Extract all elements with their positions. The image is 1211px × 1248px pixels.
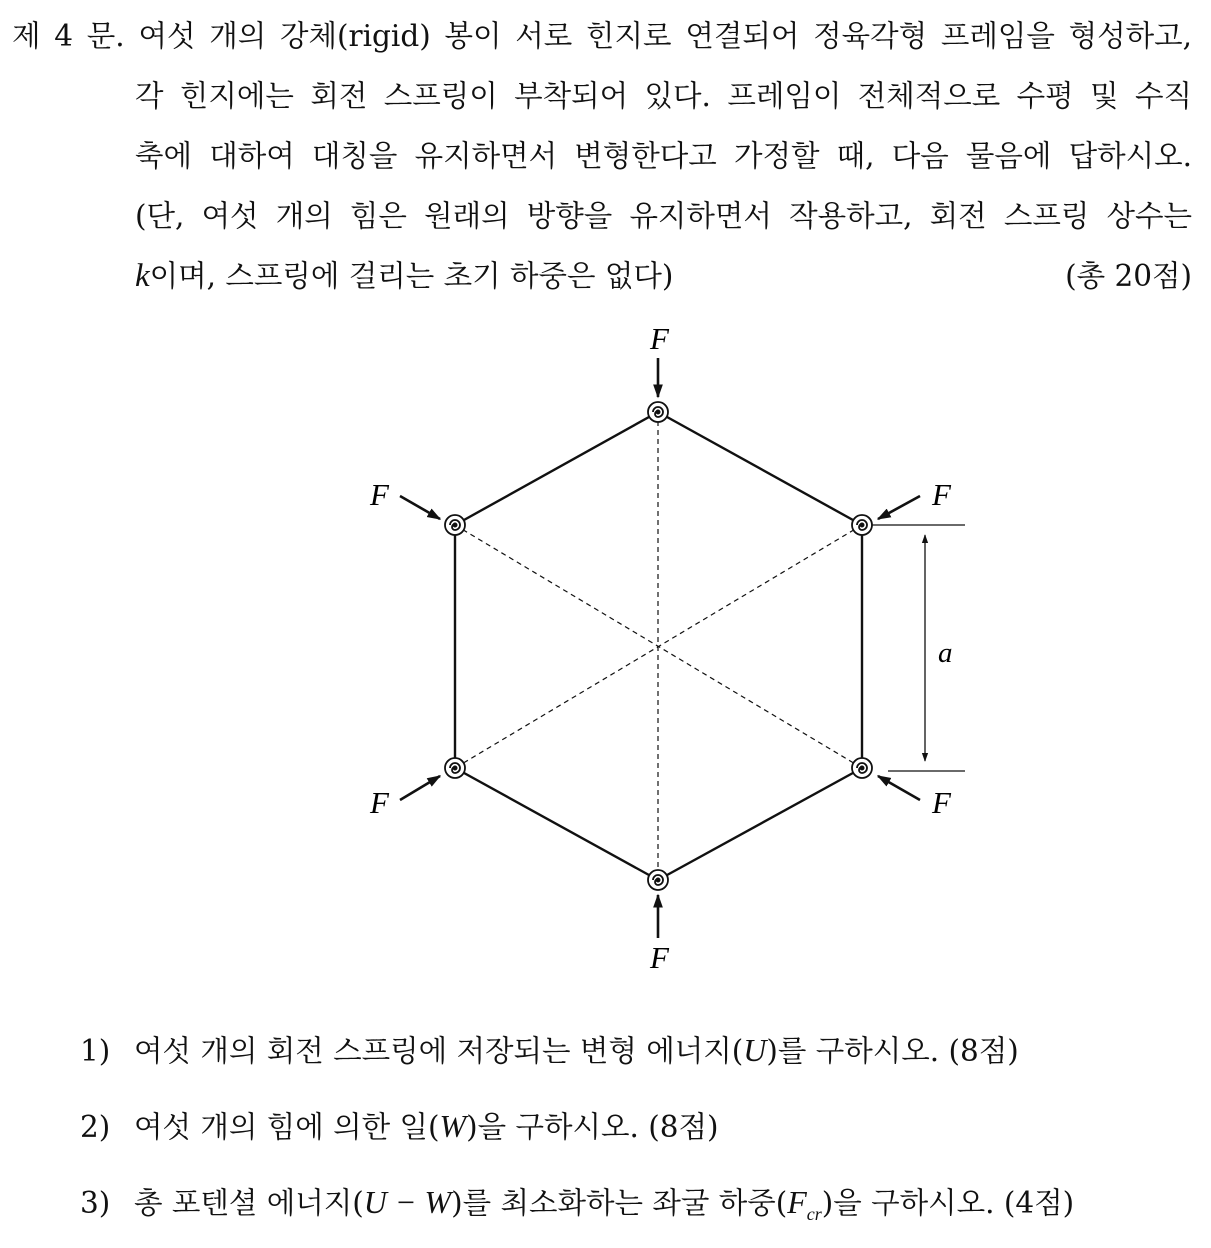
problem-line-3: 축에 대하여 대칭을 유지하면서 변형한다고 가정할 때, 다음 물음에 답하시오. — [135, 139, 1192, 173]
question-2: 2) 여섯 개의 힘에 의한 일(W)을 구하시오. (8점) — [80, 1108, 719, 1144]
dashed-diagonals — [455, 412, 862, 880]
bar-top-left — [455, 412, 658, 525]
spring-constant-symbol: k — [135, 258, 150, 294]
spring-hinge-bottom-left — [445, 758, 465, 778]
force-arrows — [400, 358, 920, 938]
spring-hinge-top-left — [445, 515, 465, 535]
total-points: (총 20점) — [1065, 259, 1192, 293]
force-arrow-bottom-left — [400, 776, 440, 800]
problem-line-4: (단, 여섯 개의 힘은 원래의 방향을 유지하면서 작용하고, 회전 스프링 상수는 — [135, 199, 1192, 233]
problem-line-5: k이며, 스프링에 걸리는 초기 하중은 없다) (총 20점) — [12, 246, 1192, 306]
spring-hinge-bottom — [648, 870, 668, 890]
force-label-bottom: F — [650, 940, 669, 975]
diagonal-1 — [455, 525, 862, 768]
bar-bottom-left — [455, 768, 658, 880]
force-label-bottom-left: F — [370, 785, 389, 820]
force-arrow-top-left — [400, 496, 440, 519]
problem-statement — [12, 6, 1192, 306]
force-label-top-right: F — [932, 477, 951, 512]
force-label-top: F — [650, 321, 669, 356]
force-label-bottom-right: F — [932, 785, 951, 820]
spring-hinge-top-right — [852, 515, 872, 535]
spring-hinge-top — [648, 402, 668, 422]
question-3: 3) 총 포텐셜 에너지(U − W)를 최소화하는 좌굴 하중$(F_{cr})$을 구하시오. (4점) — [80, 1184, 1075, 1224]
dimension-a — [872, 525, 965, 771]
dimension-label-a: a — [938, 637, 953, 669]
hinges — [445, 402, 872, 890]
critical-load-symbol: F — [787, 1184, 807, 1220]
problem-line-1: 제 4 문. 여섯 개의 강체(rigid) 봉이 서로 힌지로 연결되어 정육각형 프레임을 형성하고, — [12, 19, 1192, 53]
bar-top-right — [658, 412, 862, 525]
question-1: 1) 여섯 개의 회전 스프링에 저장되는 변형 에너지(U)를 구하시오. (8점) — [80, 1032, 1019, 1068]
problem-number: 제 4 문. — [12, 19, 125, 53]
questions — [80, 1020, 1074, 1248]
work-symbol-W: W — [439, 1108, 467, 1144]
force-label-top-left: F — [370, 477, 389, 512]
diagonal-2 — [455, 525, 862, 768]
energy-symbol-U: U — [743, 1032, 767, 1068]
problem-line-2: 각 힌지에는 회전 스프링이 부착되어 있다. 프레임이 전체적으로 수평 및 수직 — [135, 79, 1192, 113]
rigid-bars — [455, 412, 862, 880]
force-arrow-bottom-right — [878, 776, 920, 800]
spring-hinge-bottom-right — [852, 758, 872, 778]
critical-load-subscript: cr — [806, 1203, 822, 1224]
force-arrow-top-right — [878, 496, 920, 519]
bar-bottom-right — [658, 768, 862, 880]
potential-symbol: U − W — [363, 1184, 452, 1220]
